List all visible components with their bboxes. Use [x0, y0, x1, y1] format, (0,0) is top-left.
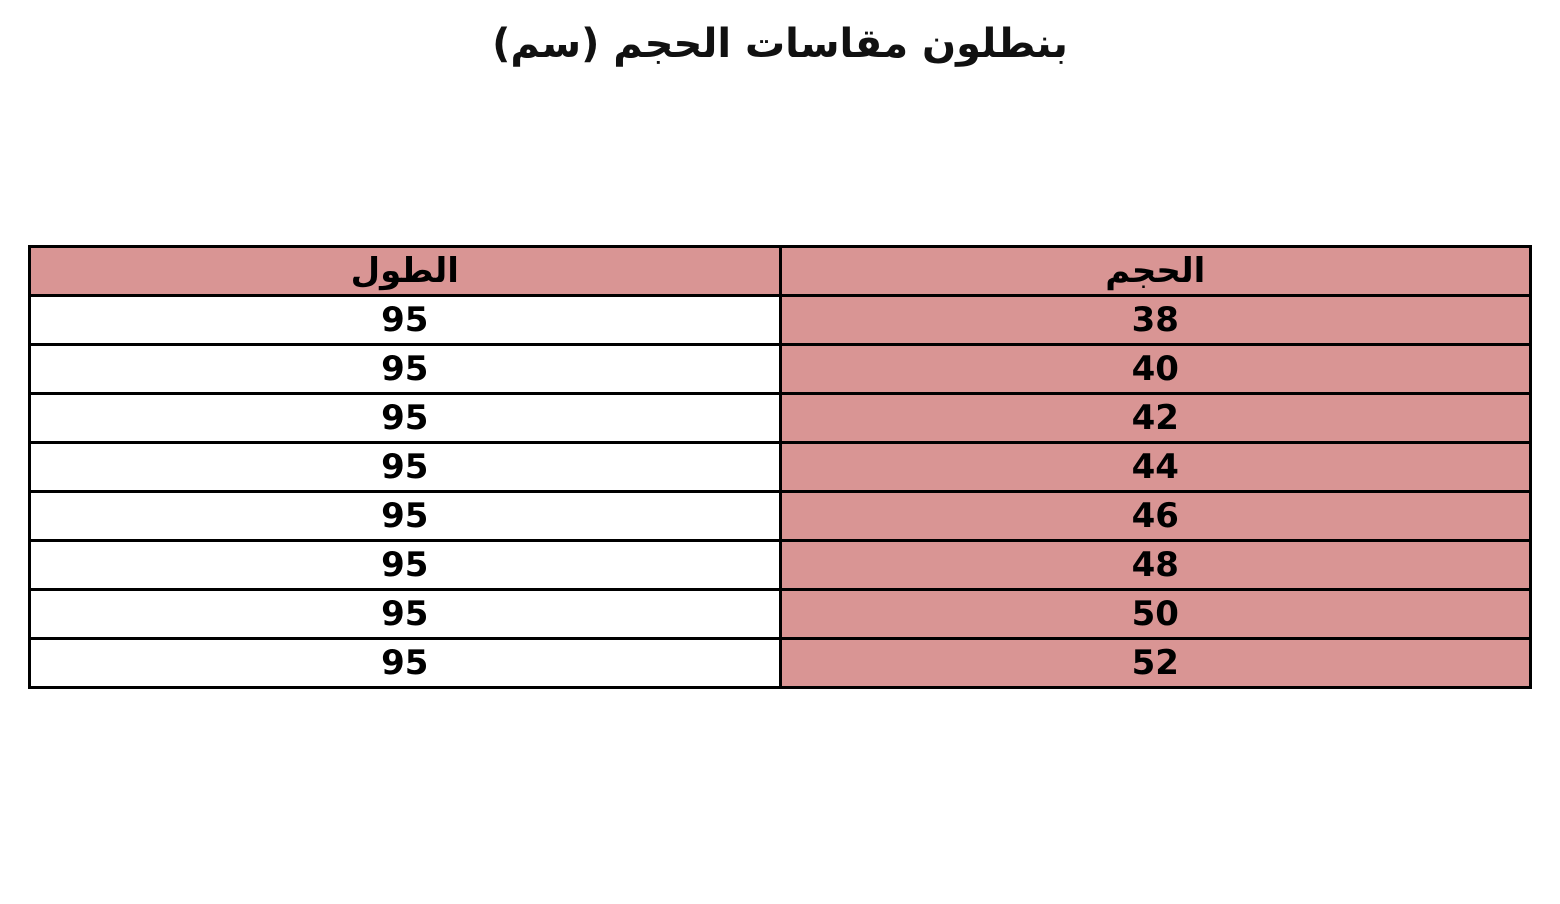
size-cell: 42: [780, 394, 1531, 443]
length-cell: 95: [30, 492, 781, 541]
table-row: [30, 639, 1531, 688]
column-header-length: الطول: [30, 247, 781, 296]
length-cell: 95: [30, 590, 781, 639]
size-cell: 40: [780, 345, 1531, 394]
table-body: [30, 296, 1531, 688]
column-header-size: الحجم: [780, 247, 1531, 296]
table-row: [30, 590, 1531, 639]
header-row: [30, 247, 1531, 296]
length-cell: 95: [30, 541, 781, 590]
length-cell: 95: [30, 443, 781, 492]
size-cell: 46: [780, 492, 1531, 541]
table-header: [30, 247, 1531, 296]
table-row: [30, 345, 1531, 394]
table-row: [30, 296, 1531, 345]
table-row: [30, 492, 1531, 541]
length-cell: 95: [30, 345, 781, 394]
page-title: بنطلون مقاسات الحجم (سم): [492, 21, 1068, 67]
table-row: [30, 394, 1531, 443]
size-cell: 50: [780, 590, 1531, 639]
table-row: [30, 541, 1531, 590]
length-cell: 95: [30, 296, 781, 345]
size-cell: 52: [780, 639, 1531, 688]
size-chart-table: [28, 245, 1532, 689]
length-cell: 95: [30, 639, 781, 688]
size-cell: 48: [780, 541, 1531, 590]
length-cell: 95: [30, 394, 781, 443]
size-cell: 38: [780, 296, 1531, 345]
size-cell: 44: [780, 443, 1531, 492]
table-row: [30, 443, 1531, 492]
